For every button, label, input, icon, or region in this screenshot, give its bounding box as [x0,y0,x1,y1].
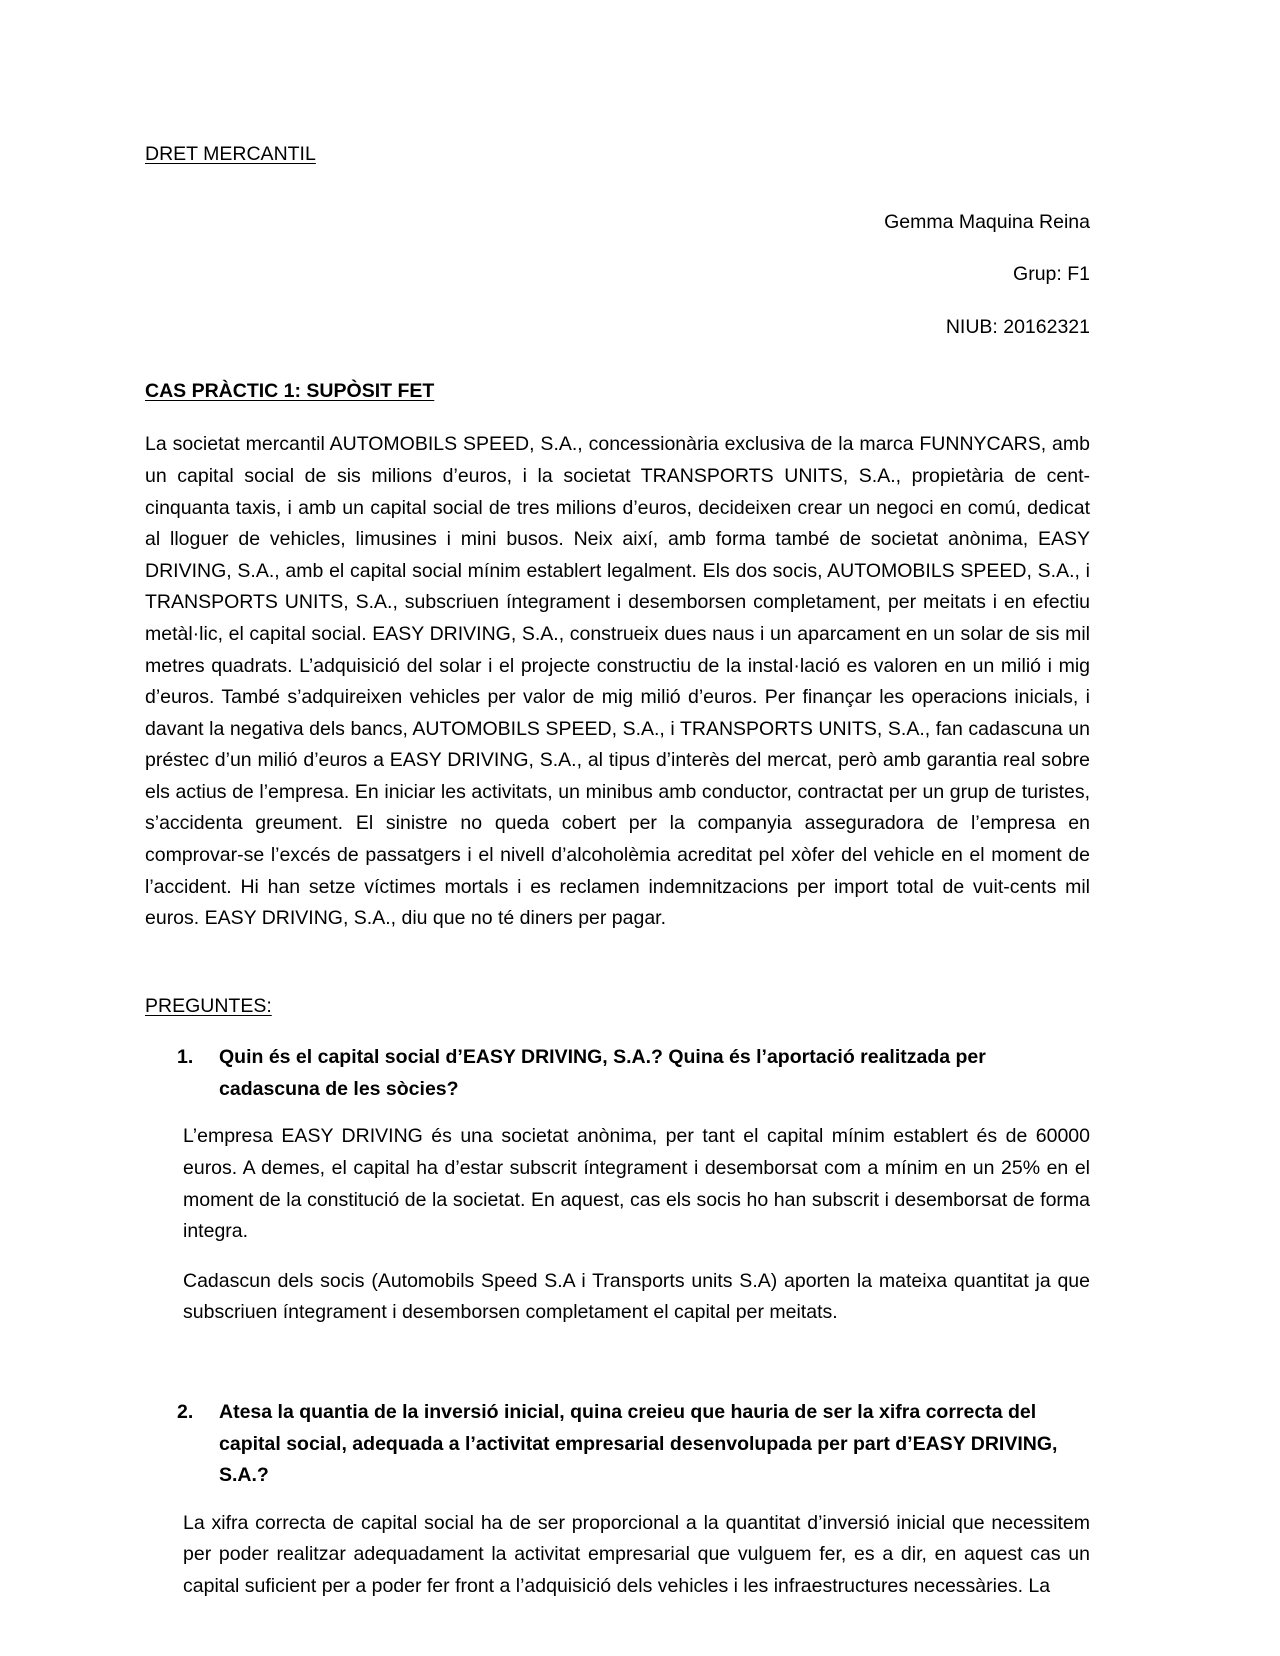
answer-paragraph: La xifra correcta de capital social ha de ser proporcional a la quantitat d’inversió inicial que necessitem per poder realitzar adequadament la activitat empresarial que vulguem fer, es a dir, en aquest cas un capital suficient per a poder fer front a l’adquisició dels vehicles i les infraestructures necessàries. La [183,1511,1090,1597]
question-text: Quin és el capital social d’EASY DRIVING, S.A.? Quina és l’aportació realitzada per cadascuna de les sòcies? [219,1046,986,1100]
case-heading: CAS PRÀCTIC 1: SUPÒSIT FET [145,379,435,402]
author-meta-block [145,207,1090,342]
question-number: 2. [177,1400,194,1423]
author-group: Grup: F1 [1013,263,1090,286]
course-title: DRET MERCANTIL [145,143,316,165]
answer-paragraph: L’empresa EASY DRIVING és una societat anònima, per tant el capital mínim establert és de 60000 euros. A demes, el capital ha d’estar subscrit íntegrament i desemborsat com a mínim en un 25% en el moment de la constitució de la societat. En aquest, cas els socis ho han subscrit i desemborsat de forma integra. [183,1125,1090,1243]
author-niub: NIUB: 20162321 [945,315,1090,338]
questions-label: PREGUNTES: [145,994,272,1017]
question-item [145,1042,1090,1105]
answer-paragraph: Cadascun dels socis (Automobils Speed S.A i Transports units S.A) aporten la mateixa quantitat ja que subscriuen íntegrament i desemborsen completament el capital per meitats. [183,1269,1090,1324]
question-number: 1. [177,1046,194,1069]
question-text: Atesa la quantia de la inversió inicial, quina creieu que hauria de ser la xifra correcta del capital social, adequada a l’activitat empresarial desenvolupada per part d’EASY DRIVING, S.A.? [219,1400,1058,1487]
question-item [145,1397,1090,1492]
author-name: Gemma Maquina Reina [884,211,1090,234]
case-paragraph: La societat mercantil AUTOMOBILS SPEED, S.A., concessionària exclusiva de la marca FUNNYCARS, amb un capital social de sis milions d’euros, i la societat TRANSPORTS UNITS, S.A., propietària de cent-cinquanta taxis, i amb un capital social de tres milions d’euros, decideixen crear un negoci en comú, dedicat al lloguer de vehicles, limusines i mini busos. Neix així, amb forma també de societat anònima, EASY DRIVING, S.A., amb el capital social mínim establert legalment. Els dos socis, AUTOMOBILS SPEED, S.A., i TRANSPORTS UNITS, S.A., subscriuen íntegrament i desemborsen completament, per meitats i en efectiu metàl·lic, el capital social. EASY DRIVING, S.A., construeix dues naus i un aparcament en un solar de sis mil metres quadrats. L’adquisició del solar i el projecte constructiu de la instal·lació es valoren en un milió i mig d’euros. També s’adquireixen vehicles per valor de mig milió d’euros. Per finançar les operacions inicials, i davant la negativa dels bancs, AUTOMOBILS SPEED, S.A., i TRANSPORTS UNITS, S.A., fan cadascuna un préstec d’un milió d’euros a EASY DRIVING, S.A., al tipus d’interès del mercat, però amb garantia real sobre els actius de l’empresa. En iniciar les activitats, un minibus amb conductor, contractat per un grup de turistes, s’accidenta greument. El sinistre no queda cobert per la companyia asseguradora de l’empresa en comprovar-se l’excés de passatgers i el nivell d’alcoholèmia acreditat pel xòfer del vehicle en el moment de l’accident. Hi han setze víctimes mortals i es reclamen indemnitzacions per import total de vuit-cents mil euros. EASY DRIVING, S.A., diu que no té diners per pagar. [145,433,1090,930]
section-spacer [145,1347,1090,1397]
document-body [145,140,1090,1602]
